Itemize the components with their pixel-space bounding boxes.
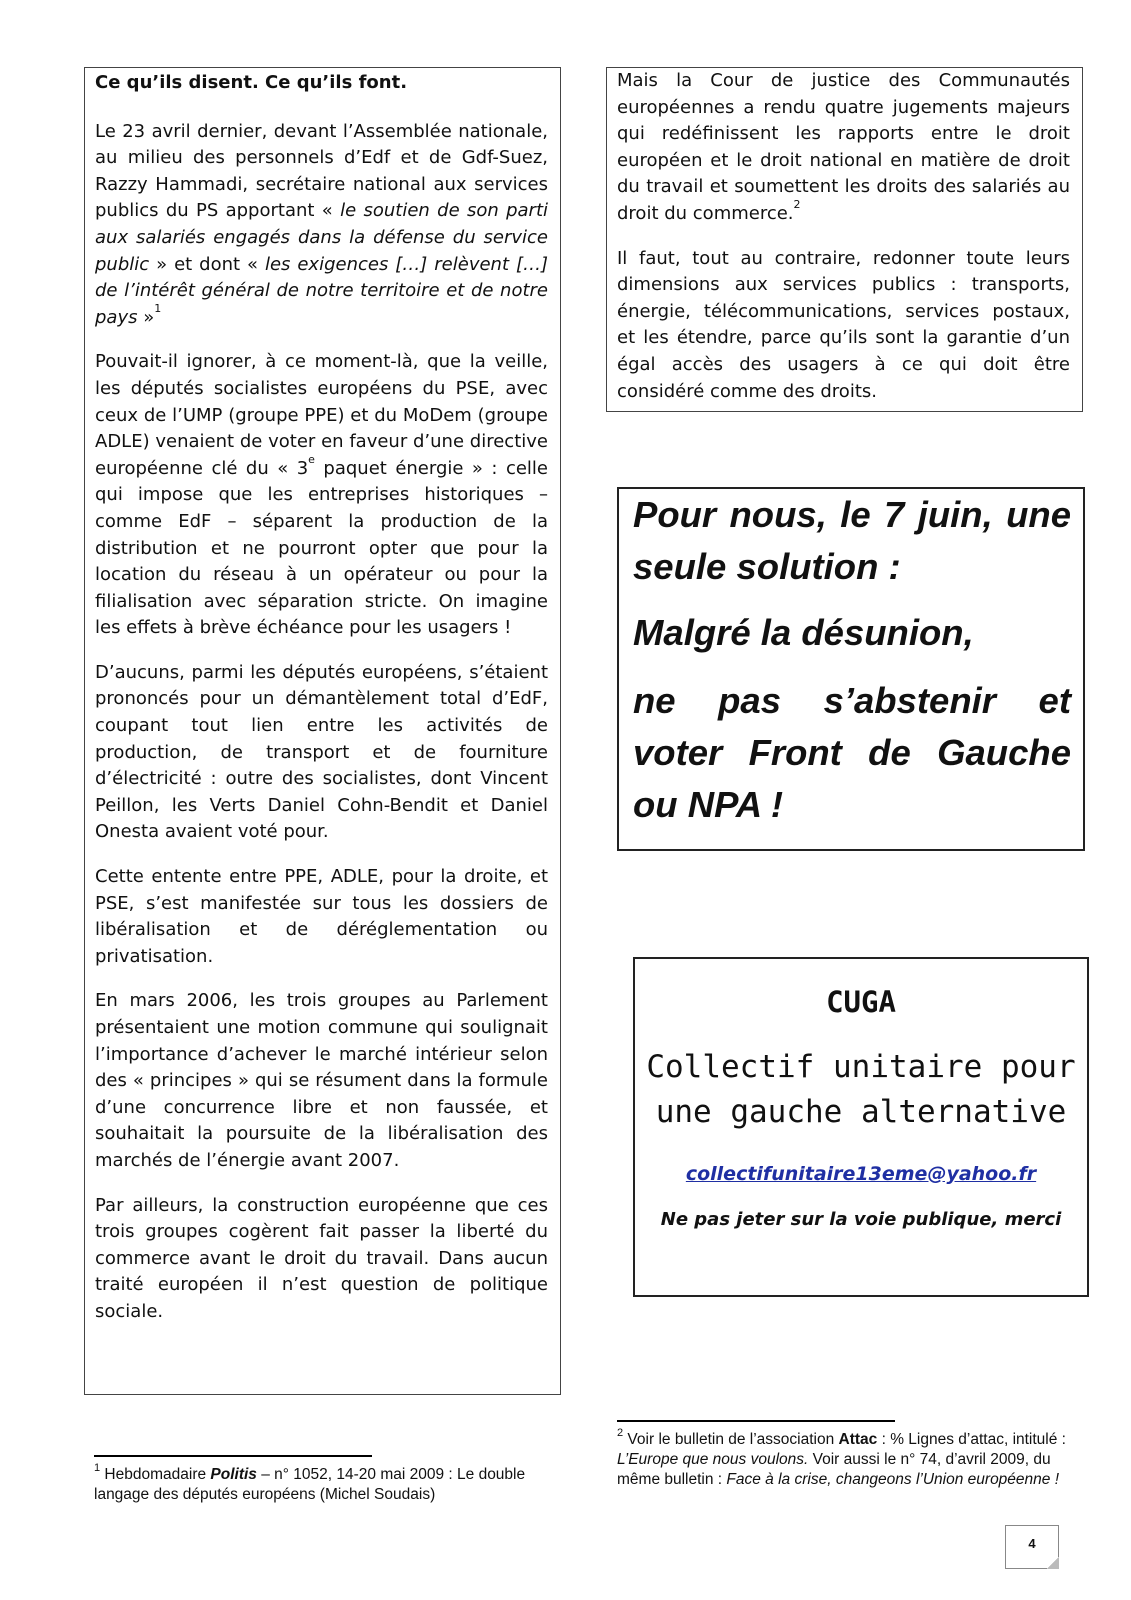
footnote-ref-1: 1 (154, 301, 162, 315)
right-text-box (606, 67, 1083, 412)
footnote-ref-2: 2 (793, 197, 801, 211)
section-heading: Ce qu’ils disent. Ce qu’ils font. (95, 72, 408, 93)
p2-superscript: e (308, 452, 315, 466)
paragraph-2 (95, 349, 548, 642)
paragraph-6: Par ailleurs, la construction européenne que ces trois groupes cogèrent fait passer la liberté du commerce avant le droit du travail. Dans aucun traité européen il n’est question de politique sociale. (95, 1194, 548, 1322)
footnote-rule-1 (94, 1455, 372, 1457)
email-link[interactable]: collectifunitaire13eme@yahoo.fr (685, 1163, 1037, 1185)
slogan-line-3: ne pas s’abstenir et voter Front de Gauche ou NPA ! (633, 680, 1071, 825)
right-paragraph-2: Il faut, tout au contraire, redonner toute leurs dimensions aux services publics : transports, énergie, télécommunications, services postaux, et les étendre, parce qu’ils sont la garantie d’un égal accès des usagers à ce qui doit être considéré comme des droits. (617, 247, 1070, 402)
page-number: 4 (1005, 1525, 1059, 1569)
p1-quote-2: les exigences […] relèvent […] de l’intérêt général de notre territoire et de notre pays (95, 253, 548, 328)
footnote-2-org: Attac (838, 1431, 878, 1448)
footnote-1-number: 1 (94, 1462, 101, 1474)
p1-text-a: Le 23 avril dernier, devant l’Assemblée nationale, au milieu des personnels d’Edf et de Gdf-Suez, Razzy Hammadi, secrétaire national aux services publics du PS apportant « (95, 120, 548, 222)
cuga-note: Ne pas jeter sur la voie publique, merci (660, 1209, 1062, 1230)
slogan-box (617, 487, 1085, 851)
p1-text-c: » (137, 306, 155, 328)
paragraph-3: D’aucuns, parmi les députés européens, s’étaient prononcés pour un démantèlement total d’EdF, coupant tout lien entre les activités de production, de transport et de fourniture d’électricité : outre des socialistes, dont Vincent Peillon, les Verts Daniel Cohn-Bendit et Daniel Onesta avaient voté pour. (95, 661, 548, 843)
p2-text-a: Pouvait-il ignorer, à ce moment-là, que la veille, les députés socialistes européens du PSE, avec ceux de l’UMP (groupe PPE) et du MoDem (groupe ADLE) venaient de voter en faveur d’une directive européenne clé du « 3 (95, 351, 548, 479)
left-column (84, 67, 561, 1395)
slogan-line-1: Pour nous, le 7 juin, une seule solution : (633, 494, 1071, 587)
footnote-2 (617, 1427, 1072, 1490)
paragraph-5: En mars 2006, les trois groupes au Parlement présentaient une motion commune qui soulignait l’importance d’achever le marché intérieur selon des « principes » qui se résument dans la formule d’une concurrence libre et non faussée, et souhaitait la poursuite de la libéralisation des marchés de l’énergie avant 2007. (95, 990, 548, 1171)
p2-text-b: paquet énergie » : celle qui impose que les entreprises historiques – comme EdF – séparent la production de la distribution et ne pourront opter que pour la location du réseau à un opérateur ou pour la filialisation avec séparation stricte. On imagine les effets à brève échéance pour les usagers ! (95, 457, 549, 639)
footnote-1-text-b: – n° 1052, 14-20 mai 2009 : Le double langage des députés européens (Michel Soudais) (94, 1466, 526, 1503)
cuga-box (633, 957, 1089, 1297)
footnote-2-title-1: L’Europe que nous voulons. (617, 1451, 809, 1468)
footnote-1-text-a: Hebdomadaire (100, 1466, 211, 1483)
footnote-1 (94, 1462, 544, 1505)
slogan-line-2: Malgré la désunion, (633, 612, 974, 653)
p1-text-b: » et dont « (149, 253, 265, 275)
paragraph-1 (95, 119, 548, 332)
cuga-subtitle: Collectif unitaire pour une gauche alternative (646, 1049, 1076, 1130)
paragraph-4: Cette entente entre PPE, ADLE, pour la droite, et PSE, s’est manifestée sur tous les dossiers de libéralisation et de déréglementation ou privatisation. (95, 866, 548, 967)
right-p1-text: Mais la Cour de justice des Communautés européennes a rendu quatre jugements majeurs qui redéfinissent les rapports entre le droit européen et le droit national en matière de droit du travail et soumettent les droits des salariés au droit du commerce. (617, 70, 1070, 224)
footnote-2-text-a: Voir le bulletin de l’association (623, 1431, 839, 1448)
footnote-2-title-2: Face à la crise, changeons l’Union européenne ! (726, 1471, 1060, 1488)
p1-quote-1: le soutien de son parti aux salariés engagés dans la défense du service public (95, 200, 549, 275)
footnote-rule-2 (617, 1420, 895, 1422)
footnote-1-source: Politis (210, 1466, 257, 1483)
footnote-2-number: 2 (617, 1427, 624, 1439)
right-paragraph-1 (617, 68, 1070, 228)
cuga-title: CUGA (826, 985, 896, 1019)
footnote-2-text-b: : % Lignes d’attac, intitulé : (877, 1431, 1066, 1448)
footnote-2-text-c: Voir aussi le n° 74, d’avril 2009, du même bulletin : (617, 1451, 1051, 1488)
